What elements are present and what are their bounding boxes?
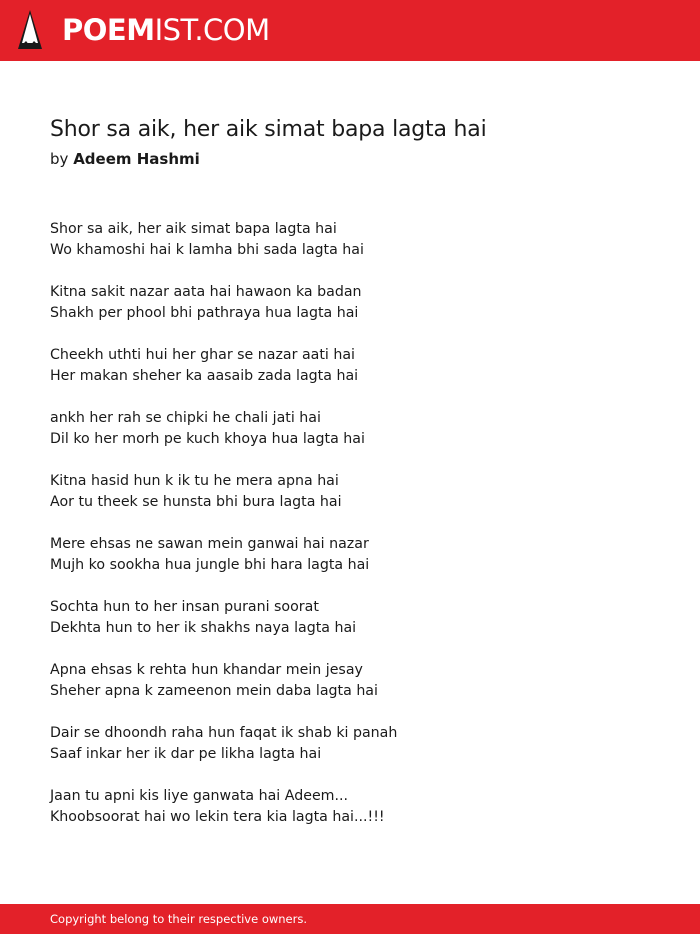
poem-line: Dekhta hun to her ik shakhs naya lagta hai bbox=[50, 620, 357, 636]
poem-stanza bbox=[50, 408, 670, 450]
poem-line: Saaf inkar her ik dar pe likha lagta hai bbox=[50, 746, 322, 762]
poem-line: Mujh ko sookha hua jungle bhi hara lagta hai bbox=[50, 557, 370, 573]
poem-stanza bbox=[50, 345, 670, 387]
poem-line: Cheekh uthti hui her ghar se nazar aati hai bbox=[50, 347, 355, 363]
poem-line: Kitna hasid hun k ik tu he mera apna hai bbox=[50, 473, 339, 489]
poem-title: Shor sa aik, her aik simat bapa lagta hai bbox=[50, 117, 487, 142]
poem-body bbox=[50, 219, 670, 849]
poem-line: Dil ko her morh pe kuch khoya hua lagta hai bbox=[50, 431, 365, 447]
poem-byline bbox=[50, 150, 200, 168]
poem-line: Wo khamoshi hai k lamha bhi sada lagta hai bbox=[50, 242, 364, 258]
poem-author: Adeem Hashmi bbox=[73, 150, 200, 168]
poem-line: ankh her rah se chipki he chali jati hai bbox=[50, 410, 321, 426]
site-logo[interactable] bbox=[62, 13, 270, 47]
logo-bold-text: POEM bbox=[62, 13, 155, 47]
poem-line: Sheher apna k zameenon mein daba lagta hai bbox=[50, 683, 378, 699]
poem-line: Jaan tu apni kis liye ganwata hai Adeem... bbox=[50, 788, 349, 804]
poem-line: Her makan sheher ka aasaib zada lagta hai bbox=[50, 368, 359, 384]
poem-stanza bbox=[50, 534, 670, 576]
site-footer bbox=[0, 904, 700, 934]
poem-stanza bbox=[50, 723, 670, 765]
poem-line: Sochta hun to her insan purani soorat bbox=[50, 599, 319, 615]
poem-line: Shakh per phool bhi pathraya hua lagta hai bbox=[50, 305, 359, 321]
site-header bbox=[0, 0, 700, 61]
poem-stanza bbox=[50, 219, 670, 261]
poem-stanza bbox=[50, 597, 670, 639]
poem-stanza bbox=[50, 660, 670, 702]
poem-stanza bbox=[50, 786, 670, 828]
poem-line: Aor tu theek se hunsta bhi bura lagta hai bbox=[50, 494, 342, 510]
poem-stanza bbox=[50, 471, 670, 513]
logo-light-text: IST.COM bbox=[154, 13, 270, 47]
pencil-icon[interactable] bbox=[17, 9, 43, 52]
poem-stanza bbox=[50, 282, 670, 324]
poem-line: Khoobsoorat hai wo lekin tera kia lagta hai...!!! bbox=[50, 809, 385, 825]
poem-line: Mere ehsas ne sawan mein ganwai hai nazar bbox=[50, 536, 369, 552]
poem-line: Dair se dhoondh raha hun faqat ik shab ki panah bbox=[50, 725, 398, 741]
poem-line: Kitna sakit nazar aata hai hawaon ka badan bbox=[50, 284, 362, 300]
poem-line: Apna ehsas k rehta hun khandar mein jesay bbox=[50, 662, 363, 678]
by-label: by bbox=[50, 150, 69, 168]
copyright-text: Copyright belong to their respective owners. bbox=[50, 912, 308, 926]
poem-line: Shor sa aik, her aik simat bapa lagta hai bbox=[50, 221, 337, 237]
